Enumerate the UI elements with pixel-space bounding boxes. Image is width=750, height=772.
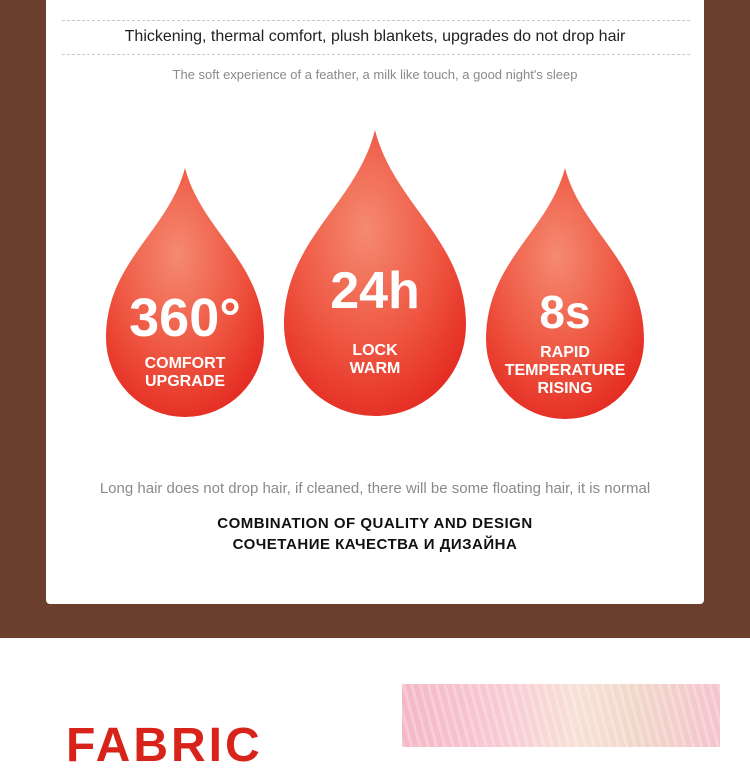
feature-drop-360 <box>106 168 264 417</box>
feature-value: 360° <box>129 288 241 348</box>
feature-label-line2: UPGRADE <box>144 373 226 390</box>
feature-label-line1: RAPID <box>540 344 590 361</box>
feature-value: 8s <box>539 286 591 338</box>
fabric-photo <box>402 684 720 747</box>
feature-value: 24h <box>330 262 420 320</box>
feature-label-line1: COMFORT <box>144 355 226 372</box>
hair-note: Long hair does not drop hair, if cleaned, there will be some floating hair, it is normal <box>99 480 651 497</box>
feature-label-line3: RISING <box>537 380 593 397</box>
fabric-texture <box>402 684 720 747</box>
feature-drop-8s <box>486 168 644 419</box>
feature-label-line1: LOCK <box>352 342 398 359</box>
feature-drop-24h <box>284 130 466 416</box>
feature-label-line2: TEMPERATURE <box>504 362 626 379</box>
subheadline: The soft experience of a feather, a milk like touch, a good night's sleep <box>172 67 578 82</box>
headline: Thickening, thermal comfort, plush blankets, upgrades do not drop hair <box>124 28 626 45</box>
feature-label-line2: WARM <box>349 360 401 377</box>
tagline-russian: СОЧЕТАНИЕ КАЧЕСТВА И ДИЗАЙНА <box>232 536 518 553</box>
tagline-english: COMBINATION OF QUALITY AND DESIGN <box>217 515 533 532</box>
fabric-section-title: FABRIC <box>66 719 263 772</box>
